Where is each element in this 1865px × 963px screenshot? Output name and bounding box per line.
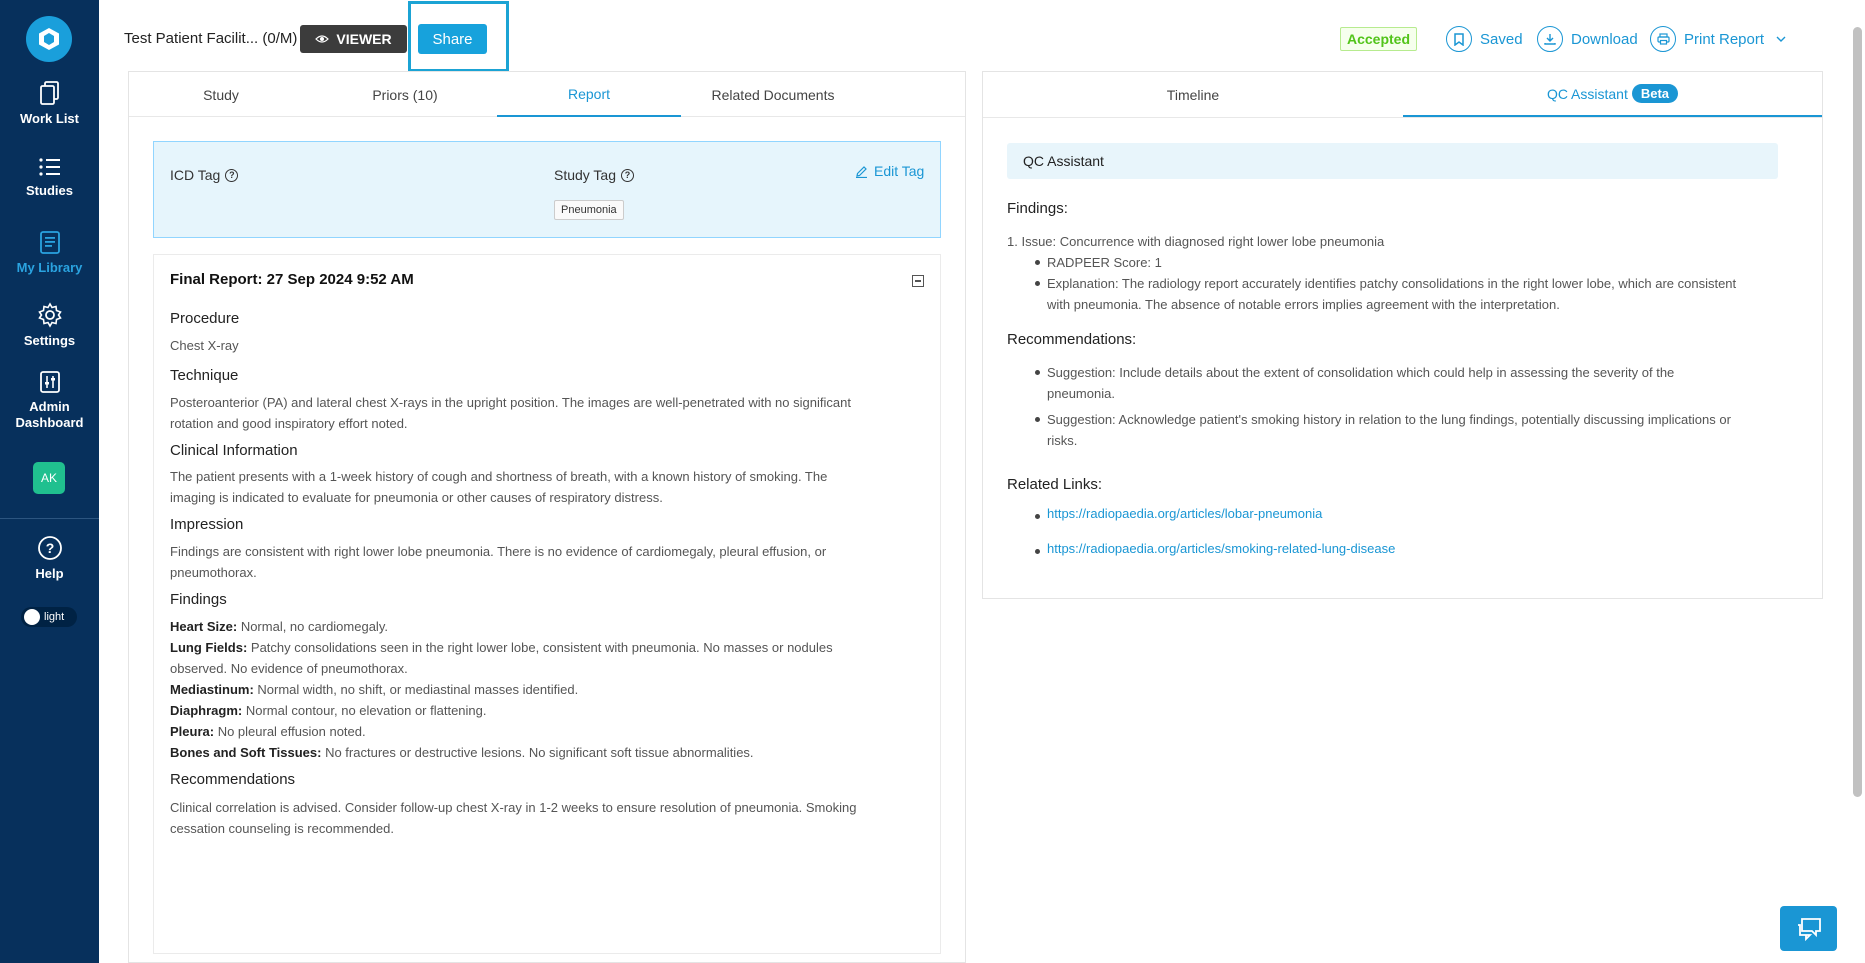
qc-issue: 1. Issue: Concurrence with diagnosed right lower lobe pneumonia	[1007, 234, 1385, 249]
qc-radpeer: RADPEER Score: 1	[1047, 255, 1162, 270]
beta-badge: Beta	[1632, 84, 1678, 103]
section-text-recommendations-line1: Clinical correlation is advised. Consider follow-up chest X-ray in 1-2 weeks to ensure resolution of pneumonia. Smoking	[170, 800, 857, 815]
bullet	[1035, 417, 1040, 422]
bullet	[1035, 514, 1040, 519]
section-text-impression-line2: pneumothorax.	[170, 565, 257, 580]
collapse-icon[interactable]	[912, 275, 924, 287]
sidebar-item-label: Work List	[20, 111, 79, 126]
edit-tag-label: Edit Tag	[874, 163, 925, 179]
section-heading-recommendations: Recommendations	[170, 771, 296, 788]
svg-text:?: ?	[45, 540, 54, 556]
section-heading-procedure: Procedure	[170, 310, 240, 327]
sidebar-item-label: Studies	[26, 183, 73, 198]
tag-box	[153, 141, 941, 238]
tab-priors[interactable]: Priors (10)	[372, 86, 438, 103]
left-panel	[128, 71, 966, 963]
viewer-label: VIEWER	[336, 31, 392, 47]
viewer-button[interactable]	[300, 25, 407, 53]
share-button[interactable]: Share	[418, 24, 487, 54]
bullet	[1035, 260, 1040, 265]
tab-qc-assistant[interactable]	[1403, 72, 1822, 117]
tab-related-documents[interactable]: Related Documents	[711, 86, 835, 103]
tab-study[interactable]: Study	[203, 86, 239, 103]
app-logo[interactable]	[26, 16, 72, 62]
gear-icon	[37, 302, 63, 328]
question-icon[interactable]: ?	[621, 169, 634, 182]
print-report-label: Print Report	[1684, 30, 1765, 48]
finding-line: Pleura: No pleural effusion noted.	[170, 724, 366, 739]
print-report-button[interactable]	[1650, 26, 1786, 52]
right-panel	[982, 71, 1823, 599]
related-link-smoking-lung-disease[interactable]: https://radiopaedia.org/articles/smoking-related-lung-disease	[1047, 541, 1396, 556]
study-tag-label	[554, 167, 634, 183]
section-heading-impression: Impression	[170, 516, 244, 533]
sidebar-item-label: Help	[35, 566, 64, 581]
finding-line: Bones and Soft Tissues: No fractures or destructive lesions. No significant soft tissue abnormalities.	[170, 745, 754, 760]
finding-line: Heart Size: Normal, no cardiomegaly.	[170, 619, 388, 634]
chat-icon	[1796, 917, 1822, 941]
sidebar-item-label: My Library	[16, 260, 83, 275]
qc-suggestion2-line2: risks.	[1047, 433, 1078, 448]
qc-suggestion1-line2: pneumonia.	[1047, 386, 1115, 401]
sidebar-item-settings[interactable]	[0, 302, 99, 348]
library-icon	[38, 229, 62, 255]
edit-tag-button[interactable]	[855, 163, 924, 179]
section-text-clinical-line2: imaging is indicated to evaluate for pneumonia or other causes of respiratory distress.	[170, 490, 663, 505]
icd-tag-label	[170, 167, 238, 183]
download-button[interactable]	[1537, 26, 1638, 52]
bullet	[1035, 281, 1040, 286]
qc-assistant-header: QC Assistant	[1007, 143, 1778, 179]
qc-suggestion2-line1: Suggestion: Acknowledge patient's smoking history in relation to the lung findings, potentially discussing implications or	[1047, 412, 1731, 427]
icd-tag-text: ICD Tag	[170, 167, 221, 183]
download-label: Download	[1571, 30, 1638, 48]
report-card	[153, 254, 941, 954]
related-link-lobar-pneumonia[interactable]: https://radiopaedia.org/articles/lobar-pneumonia	[1047, 506, 1323, 521]
help-icon	[37, 535, 63, 561]
sidebar-item-help[interactable]	[0, 535, 99, 581]
chat-button[interactable]	[1780, 906, 1837, 951]
qc-related-links-heading: Related Links:	[1007, 476, 1103, 493]
finding-line: Lung Fields: Patchy consolidations seen in the right lower lobe, consistent with pneumonia. No masses or nodules	[170, 640, 833, 655]
section-text-procedure: Chest X-ray	[170, 338, 239, 353]
tab-timeline[interactable]: Timeline	[1166, 86, 1220, 103]
qc-suggestion1-line1: Suggestion: Include details about the extent of consolidation which could help in assessing the severity of the	[1047, 365, 1675, 380]
sidebar-item-admin-dashboard[interactable]	[0, 370, 99, 431]
section-text-technique-line1: Posteroanterior (PA) and lateral chest X-rays in the upright position. The images are well-penetrated with no significant	[170, 395, 851, 410]
download-icon	[1537, 26, 1563, 52]
list-icon	[38, 156, 62, 178]
sidebar-item-my-library[interactable]	[0, 229, 99, 275]
study-tag-text: Study Tag	[554, 167, 617, 183]
section-text-recommendations-line2: cessation counseling is recommended.	[170, 821, 395, 836]
section-heading-findings: Findings	[170, 591, 227, 608]
theme-toggle[interactable]	[21, 607, 77, 627]
saved-button[interactable]	[1446, 26, 1523, 52]
finding-line: Diaphragm: Normal contour, no elevation or flattening.	[170, 703, 487, 718]
qc-tab-label: QC Assistant	[1546, 85, 1628, 102]
theme-label: light	[44, 611, 65, 623]
sliders-icon	[39, 370, 61, 394]
section-text-technique-line2: rotation and good inspiratory effort noted.	[170, 416, 408, 431]
avatar[interactable]: AK	[33, 462, 65, 494]
bullet	[1035, 370, 1040, 375]
sidebar-item-label: Settings	[23, 333, 76, 348]
study-tag-chip: Pneumonia	[554, 200, 624, 220]
hexagon-logo-icon	[36, 26, 62, 52]
printer-icon	[1650, 26, 1676, 52]
qc-explanation-line1: Explanation: The radiology report accurately identifies patchy consolidations in the right lower lobe, which are consistent	[1047, 276, 1737, 291]
edit-icon	[855, 165, 868, 178]
sidebar-item-studies[interactable]	[0, 156, 99, 198]
finding-line: Mediastinum: Normal width, no shift, or mediastinal masses identified.	[170, 682, 579, 697]
sidebar-item-work-list[interactable]	[0, 80, 99, 126]
work-list-icon	[39, 80, 61, 106]
patient-title: Test Patient Facilit... (0/M)	[124, 30, 298, 47]
left-tabs	[129, 72, 965, 117]
section-heading-clinical: Clinical Information	[170, 442, 298, 459]
section-heading-technique: Technique	[170, 367, 239, 384]
page-scrollbar[interactable]	[1853, 27, 1862, 797]
section-text-impression-line1: Findings are consistent with right lower lobe pneumonia. There is no evidence of cardiomegaly, pleural effusion, or	[170, 544, 827, 559]
right-tabs	[983, 72, 1822, 118]
eye-icon	[315, 34, 329, 44]
tab-report[interactable]: Report	[497, 72, 681, 117]
bullet	[1035, 549, 1040, 554]
sidebar-divider	[0, 518, 99, 519]
sidebar	[0, 0, 99, 963]
section-text-clinical-line1: The patient presents with a 1-week history of cough and shortness of breath, with a known history of smoking. The	[170, 469, 828, 484]
chevron-down-icon	[1776, 36, 1786, 42]
bookmark-icon	[1446, 26, 1472, 52]
report-title: Final Report: 27 Sep 2024 9:52 AM	[170, 271, 414, 288]
saved-label: Saved	[1480, 30, 1523, 48]
qc-recommendations-heading: Recommendations:	[1007, 331, 1137, 348]
qc-explanation-line2: with pneumonia. The absence of notable errors implies agreement with the interpretation.	[1047, 297, 1560, 312]
toggle-knob	[24, 609, 40, 625]
sidebar-item-label: Admin Dashboard	[15, 399, 84, 430]
finding-line: observed. No evidence of pneumothorax.	[170, 661, 408, 676]
question-icon[interactable]: ?	[225, 169, 238, 182]
status-badge: Accepted	[1340, 27, 1417, 51]
qc-findings-heading: Findings:	[1007, 200, 1068, 217]
